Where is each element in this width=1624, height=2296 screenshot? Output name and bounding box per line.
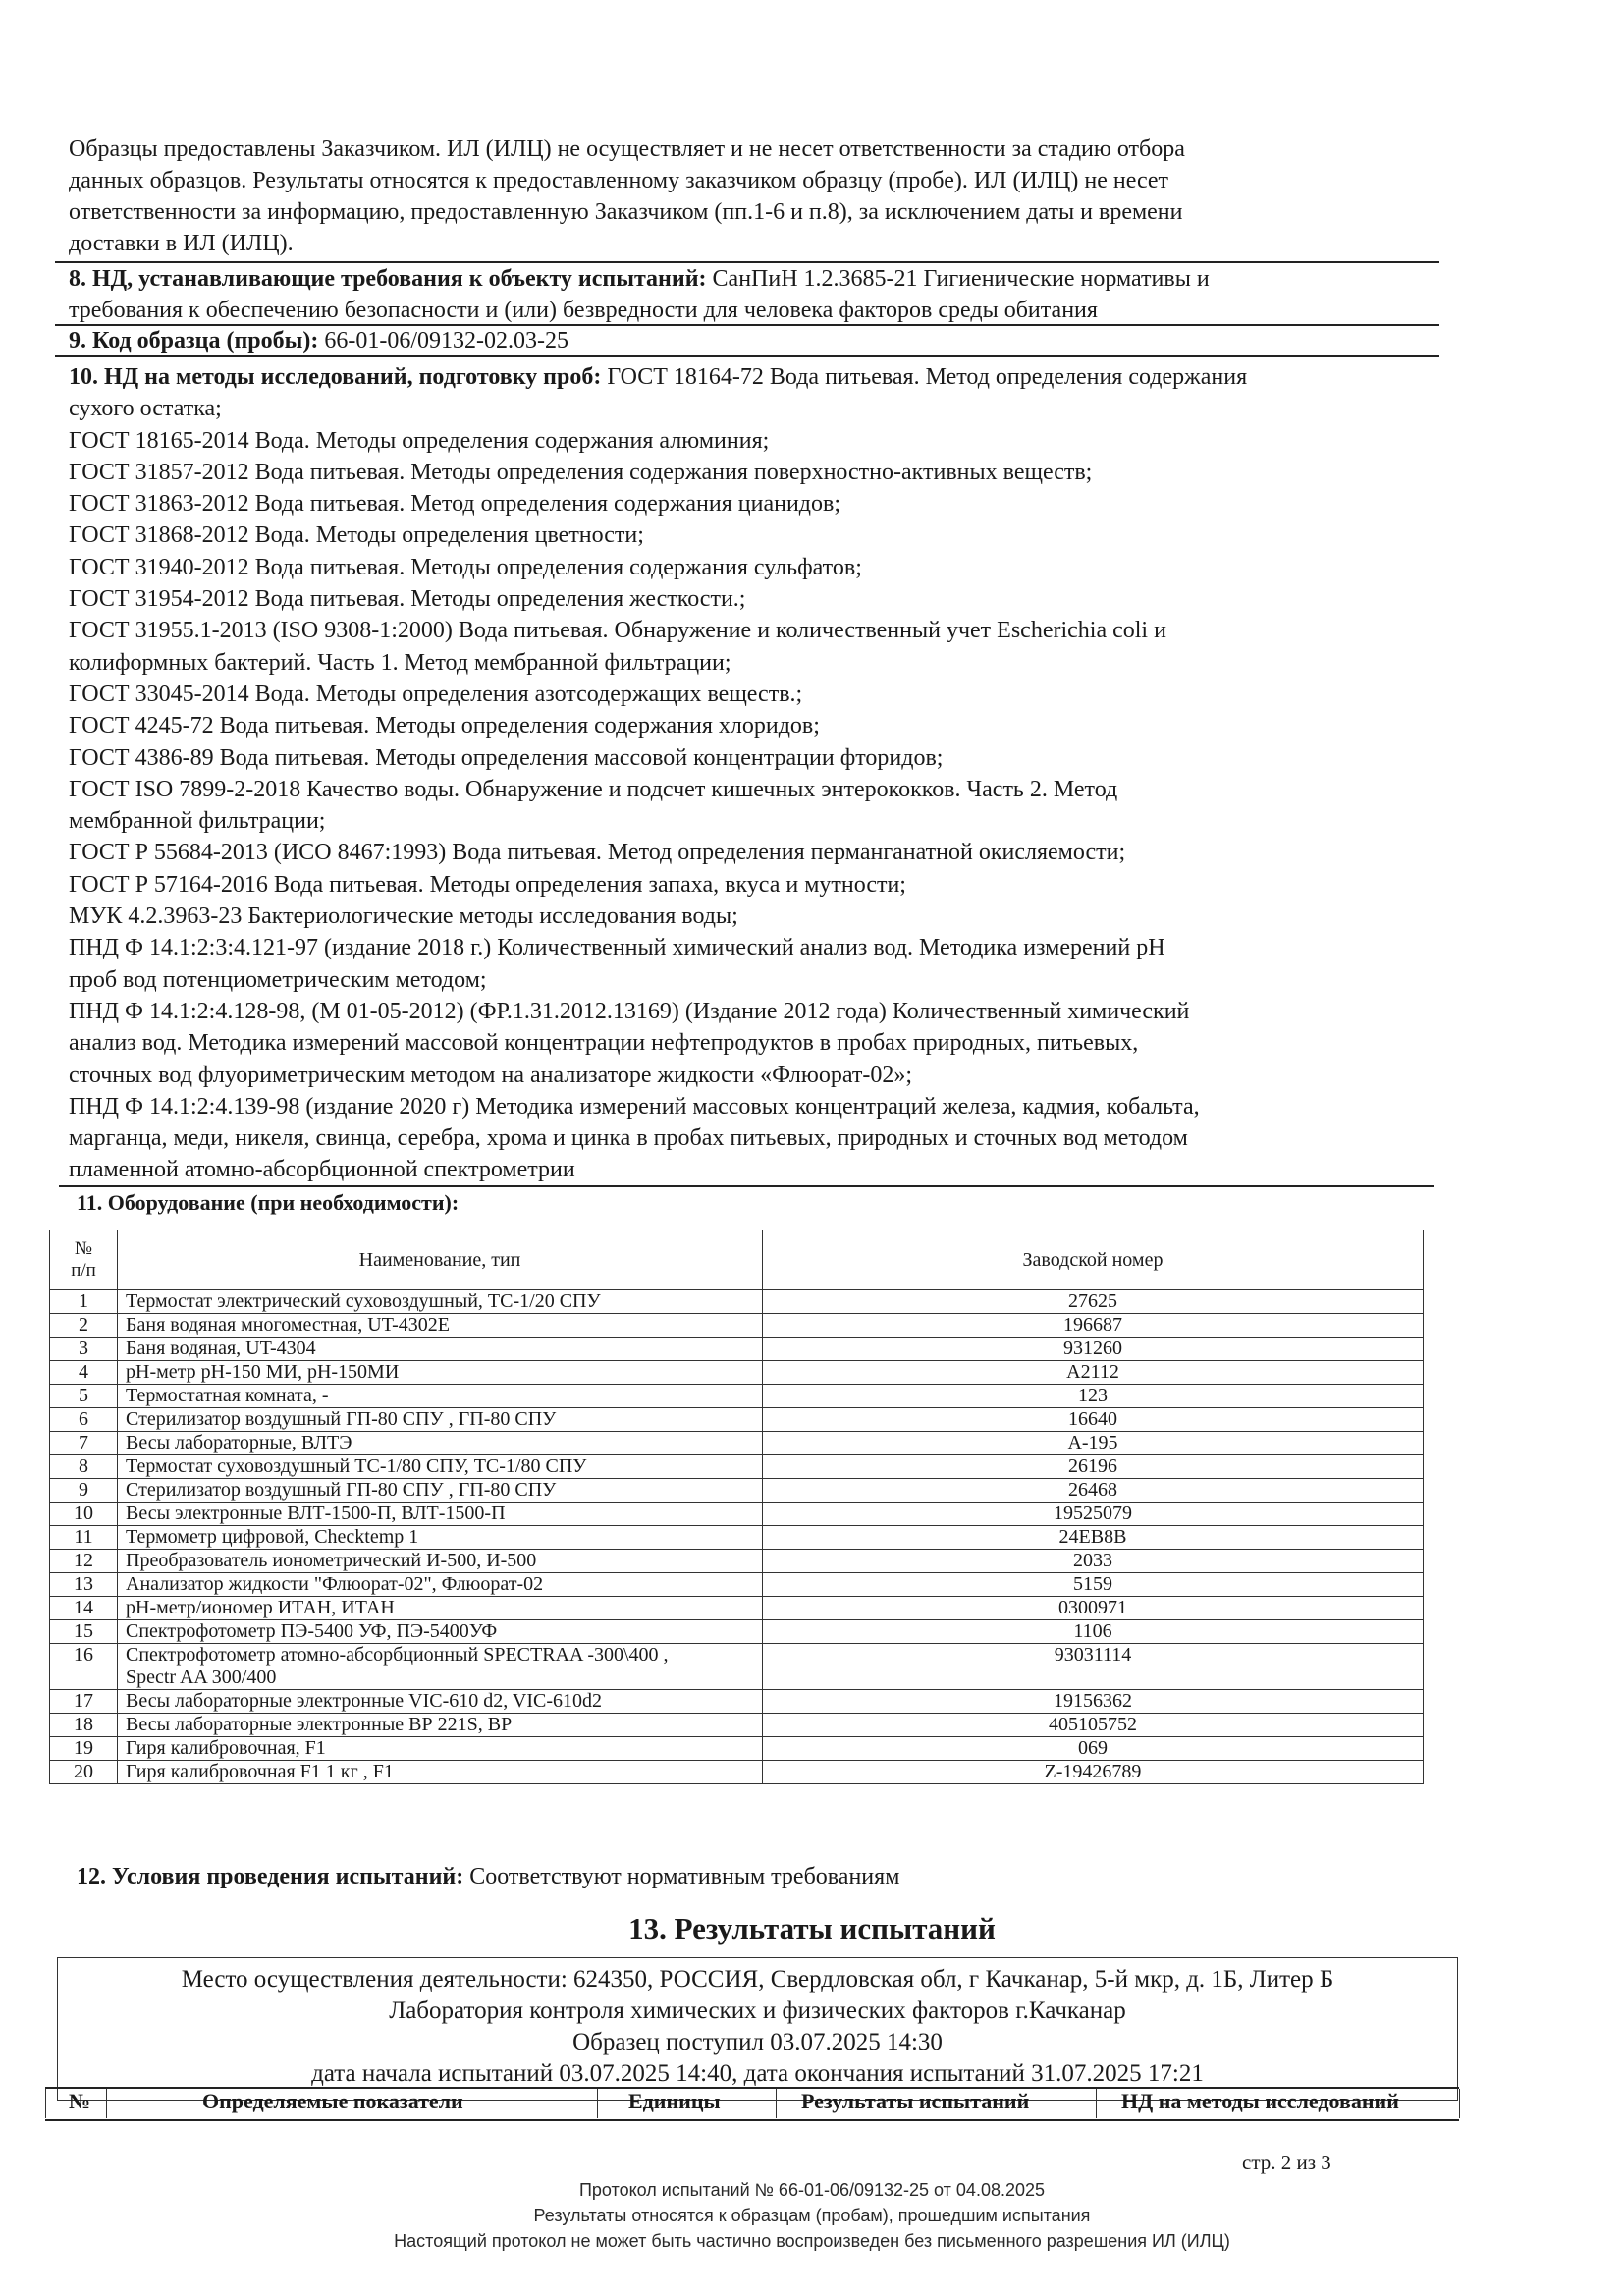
- table-row: [50, 1479, 1424, 1503]
- test-conditions: Соответствуют нормативным требованиям: [463, 1864, 900, 1889]
- activity-place: Место осуществления деятельности: 624350, РОССИЯ, Свердловская обл, г Качканар, 5-й мкр, д. 1Б, Литер Б: [181, 1966, 1334, 1993]
- row-num: 15: [50, 1620, 118, 1644]
- divider: [1459, 2089, 1460, 2118]
- table-row: [50, 1644, 1424, 1690]
- row-num: 17: [50, 1690, 118, 1714]
- equipment-name: Весы электронные ВЛТ-1500-П, ВЛТ-1500-П: [118, 1503, 763, 1526]
- row-num: 3: [50, 1338, 118, 1361]
- section-8-label: 8. НД, устанавливающие требования к объекту испытаний:: [69, 266, 707, 292]
- col-num-header: № п/п: [50, 1230, 118, 1290]
- equipment-name: Термостат суховоздушный ТС-1/80 СПУ, ТС-1/80 СПУ: [118, 1455, 763, 1479]
- row-num: 19: [50, 1737, 118, 1761]
- divider: [45, 2119, 1459, 2121]
- row-num: 6: [50, 1408, 118, 1432]
- table-row: [50, 1503, 1424, 1526]
- method-line: ГОСТ 31940-2012 Вода питьевая. Методы определения содержания сульфатов;: [69, 554, 862, 580]
- col-units: Единицы: [628, 2089, 721, 2113]
- method-line: МУК 4.2.3963-23 Бактериологические методы исследования воды;: [69, 903, 738, 930]
- row-num: 20: [50, 1761, 118, 1784]
- row-num: 16: [50, 1644, 118, 1690]
- equipment-name: Весы лабораторные электронные ВР 221S, ВР: [118, 1714, 763, 1737]
- section-10: [69, 361, 1434, 1186]
- intro-line: Образцы предоставлены Заказчиком. ИЛ (ИЛЦ) не осуществляет и не несет ответственности за стадию отбора: [69, 137, 1185, 162]
- equipment-table: [49, 1230, 1424, 1784]
- divider: [55, 355, 1439, 357]
- method-line: ГОСТ Р 55684-2013 (ИСО 8467:1993) Вода питьевая. Метод определения перманганатной окисляемости;: [69, 840, 1126, 866]
- equipment-name-line: Spectr AA 300/400: [126, 1667, 277, 1688]
- row-num: 13: [50, 1573, 118, 1597]
- section-12: [77, 1861, 1441, 1892]
- equipment-name: Стерилизатор воздушный ГП-80 СПУ , ГП-80 СПУ: [118, 1479, 763, 1503]
- serial-number: 405105752: [763, 1714, 1424, 1737]
- footer-copyright-note: Настоящий протокол не может быть частично воспроизведен без письменного разрешения ИЛ (ИЛЦ): [394, 2231, 1230, 2251]
- table-row: [50, 1690, 1424, 1714]
- table-row: [50, 1361, 1424, 1385]
- method-line: ГОСТ ISO 7899-2-2018 Качество воды. Обнаружение и подсчет кишечных энтерококков. Часть 2. Метод: [69, 776, 1118, 802]
- method-line: ГОСТ 31868-2012 Вода. Методы определения цветности;: [69, 522, 644, 549]
- laboratory-name: Лаборатория контроля химических и физических факторов г.Качканар: [389, 1997, 1126, 2024]
- table-row: [50, 1455, 1424, 1479]
- equipment-table-header: [50, 1230, 1424, 1290]
- serial-number: А2112: [763, 1361, 1424, 1385]
- row-num: 14: [50, 1597, 118, 1620]
- equipment-name: Термостат электрический суховоздушный, ТС-1/20 СПУ: [118, 1290, 763, 1314]
- serial-number: 24EB8B: [763, 1526, 1424, 1550]
- serial-number: 931260: [763, 1338, 1424, 1361]
- serial-number: 93031114: [763, 1644, 1424, 1690]
- table-row: [50, 1432, 1424, 1455]
- section-12-label: 12. Условия проведения испытаний:: [77, 1864, 464, 1889]
- serial-number: 5159: [763, 1573, 1424, 1597]
- intro-line: доставки в ИЛ (ИЛЦ).: [69, 231, 294, 256]
- equipment-name: Баня водяная, UT-4304: [118, 1338, 763, 1361]
- results-info-box: [57, 1957, 1458, 2101]
- row-num: 8: [50, 1455, 118, 1479]
- table-row: [50, 1597, 1424, 1620]
- method-line: ГОСТ 31863-2012 Вода питьевая. Метод определения содержания цианидов;: [69, 491, 841, 518]
- equipment-name: Преобразователь ионометрический И-500, И-500: [118, 1550, 763, 1573]
- row-num: 2: [50, 1314, 118, 1338]
- serial-number: 196687: [763, 1314, 1424, 1338]
- table-row: [50, 1620, 1424, 1644]
- table-row: [50, 1385, 1424, 1408]
- section-9: [69, 325, 1434, 356]
- footer-results-note: Результаты относятся к образцам (пробам), прошедшим испытания: [533, 2206, 1091, 2225]
- table-row: [50, 1526, 1424, 1550]
- method-line: ГОСТ 33045-2014 Вода. Методы определения азотсодержащих веществ.;: [69, 681, 803, 707]
- equipment-name-line: Спектрофотометр атомно-абсорбционный SPECTRAA -300\400 ,: [126, 1644, 669, 1666]
- row-num: 18: [50, 1714, 118, 1737]
- col-num: №: [69, 2089, 91, 2113]
- method-line: ПНД Ф 14.1:2:3:4.121-97 (издание 2018 г.) Количественный химический анализ вод. Методика измерений pH: [69, 935, 1165, 961]
- serial-number: 1106: [763, 1620, 1424, 1644]
- serial-number: 123: [763, 1385, 1424, 1408]
- table-row: [50, 1550, 1424, 1573]
- method-line: ГОСТ Р 57164-2016 Вода питьевая. Методы определения запаха, вкуса и мутности;: [69, 871, 906, 898]
- method-line: ГОСТ 31954-2012 Вода питьевая. Методы определения жесткости.;: [69, 586, 746, 613]
- row-num: 1: [50, 1290, 118, 1314]
- col-serial-header: Заводской номер: [763, 1230, 1424, 1290]
- method-line: колиформных бактерий. Часть 1. Метод мембранной фильтрации;: [69, 649, 731, 676]
- row-num: 10: [50, 1503, 118, 1526]
- results-table-header: [45, 2086, 1459, 2117]
- results-title: 13. Результаты испытаний: [628, 1911, 996, 1945]
- serial-number: 19156362: [763, 1690, 1424, 1714]
- method-line: ПНД Ф 14.1:2:4.139-98 (издание 2020 г) Методика измерений массовых концентраций железа, кадмия, кобальта,: [69, 1093, 1200, 1120]
- section-11-label: 11. Оборудование (при необходимости):: [77, 1190, 460, 1215]
- table-row: [50, 1714, 1424, 1737]
- table-row: [50, 1737, 1424, 1761]
- equipment-name: Стерилизатор воздушный ГП-80 СПУ , ГП-80 СПУ: [118, 1408, 763, 1432]
- equipment-name: [118, 1644, 763, 1690]
- sample-code: 66-01-06/09132-02.03-25: [318, 328, 569, 354]
- serial-number: 27625: [763, 1290, 1424, 1314]
- col-results: Результаты испытаний: [801, 2089, 1030, 2113]
- test-dates: дата начала испытаний 03.07.2025 14:40, дата окончания испытаний 31.07.2025 17:21: [311, 2060, 1204, 2087]
- serial-number: 26196: [763, 1455, 1424, 1479]
- row-num: 5: [50, 1385, 118, 1408]
- table-row: [50, 1290, 1424, 1314]
- page-number: стр. 2 из 3: [1242, 2151, 1331, 2174]
- row-num: 12: [50, 1550, 118, 1573]
- method-line: ГОСТ 4245-72 Вода питьевая. Методы определения содержания хлоридов;: [69, 713, 820, 739]
- row-num: 4: [50, 1361, 118, 1385]
- sample-received: Образец поступил 03.07.2025 14:30: [572, 2029, 943, 2055]
- section-8-text: СанПиН 1.2.3685-21 Гигиенические нормативы и: [706, 266, 1210, 292]
- row-num: 7: [50, 1432, 118, 1455]
- intro-paragraph: [69, 134, 1434, 259]
- table-row: [50, 1314, 1424, 1338]
- equipment-name: Баня водяная многоместная, UT-4302E: [118, 1314, 763, 1338]
- method-line: ГОСТ 18165-2014 Вода. Методы определения содержания алюминия;: [69, 427, 770, 454]
- method-line: анализ вод. Методика измерений массовой концентрации нефтепродуктов в пробах природных, питьевых,: [69, 1030, 1139, 1057]
- equipment-name: Весы лабораторные электронные VIC-610 d2, VIC-610d2: [118, 1690, 763, 1714]
- section-10-label: 10. НД на методы исследований, подготовку проб:: [69, 364, 602, 390]
- equipment-name: pH-метр pH-150 МИ, pH-150МИ: [118, 1361, 763, 1385]
- equipment-name: Термостатная комната, -: [118, 1385, 763, 1408]
- table-row: [50, 1761, 1424, 1784]
- serial-number: 0300971: [763, 1597, 1424, 1620]
- col-indicator: Определяемые показатели: [202, 2089, 463, 2113]
- equipment-name: Гиря калибровочная F1 1 кг , F1: [118, 1761, 763, 1784]
- serial-number: 2033: [763, 1550, 1424, 1573]
- section-8-text-cont: требования к обеспечению безопасности и (или) безвредности для человека факторов среды обитания: [69, 298, 1098, 323]
- equipment-name: Гиря калибровочная, F1: [118, 1737, 763, 1761]
- method-line: сточных вод флуориметрическим методом на анализаторе жидкости «Флюорат-02»;: [69, 1062, 913, 1088]
- serial-number: 26468: [763, 1479, 1424, 1503]
- serial-number: А-195: [763, 1432, 1424, 1455]
- method-line: проб вод потенциометрическим методом;: [69, 966, 487, 993]
- method-line: ГОСТ 31857-2012 Вода питьевая. Методы определения содержания поверхностно-активных веществ;: [69, 459, 1093, 485]
- serial-number: 19525079: [763, 1503, 1424, 1526]
- section-9-label: 9. Код образца (пробы):: [69, 328, 319, 354]
- intro-line: ответственности за информацию, предоставленную Заказчиком (пп.1-6 и п.8), за исключением даты и времени: [69, 199, 1183, 225]
- col-name-header: Наименование, тип: [118, 1230, 763, 1290]
- equipment-name: Спектрофотометр ПЭ-5400 УФ, ПЭ-5400УФ: [118, 1620, 763, 1644]
- table-row: [50, 1408, 1424, 1432]
- table-row: [50, 1338, 1424, 1361]
- equipment-name: Весы лабораторные, ВЛТЭ: [118, 1432, 763, 1455]
- row-num: 9: [50, 1479, 118, 1503]
- method-line: ПНД Ф 14.1:2:4.128-98, (М 01-05-2012) (ФР.1.31.2012.13169) (Издание 2012 года) Количественный химический: [69, 998, 1190, 1024]
- equipment-name: Термометр цифровой, Checktemp 1: [118, 1526, 763, 1550]
- method-line: марганца, меди, никеля, свинца, серебра, хрома и цинка в пробах питьевых, природных и сточных вод методом: [69, 1125, 1188, 1152]
- serial-number: Z-19426789: [763, 1761, 1424, 1784]
- method-line: ГОСТ 4386-89 Вода питьевая. Методы определения массовой концентрации фторидов;: [69, 744, 944, 771]
- intro-line: данных образцов. Результаты относятся к предоставленному заказчиком образцу (пробе). ИЛ (ИЛЦ) не несет: [69, 168, 1169, 193]
- equipment-name: pH-метр/иономер ИТАН, ИТАН: [118, 1597, 763, 1620]
- serial-number: 069: [763, 1737, 1424, 1761]
- footer-protocol: Протокол испытаний № 66-01-06/09132-25 от 04.08.2025: [578, 2180, 1046, 2200]
- section-8: [69, 263, 1434, 326]
- serial-number: 16640: [763, 1408, 1424, 1432]
- col-methods: НД на методы исследований: [1121, 2089, 1399, 2113]
- method-line: сухого остатка;: [69, 396, 222, 422]
- row-num: 11: [50, 1526, 118, 1550]
- table-row: [50, 1573, 1424, 1597]
- method-line: пламенной атомно-абсорбционной спектрометрии: [69, 1157, 575, 1183]
- method-line: ГОСТ 31955.1-2013 (ISO 9308-1:2000) Вода питьевая. Обнаружение и количественный учет Escherichia coli и: [69, 618, 1166, 644]
- section-10-first: ГОСТ 18164-72 Вода питьевая. Метод определения содержания: [601, 364, 1248, 390]
- equipment-name: Анализатор жидкости "Флюорат-02", Флюорат-02: [118, 1573, 763, 1597]
- method-line: мембранной фильтрации;: [69, 808, 326, 835]
